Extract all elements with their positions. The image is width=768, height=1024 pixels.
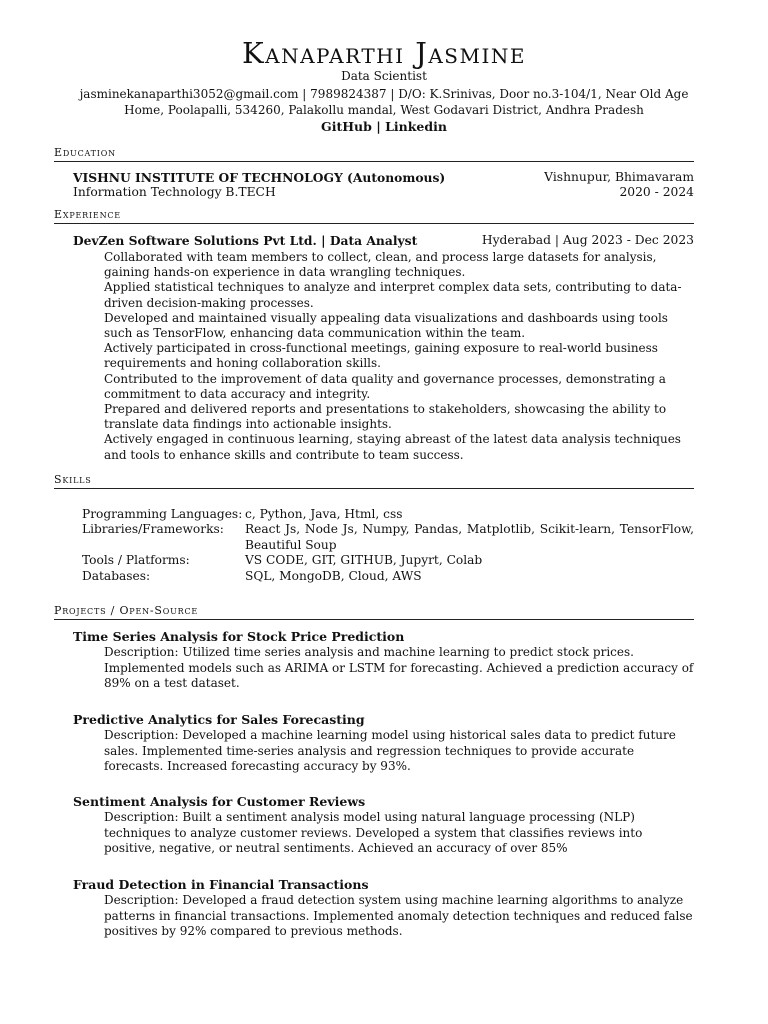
contact-info: jasminekanaparthi3052@gmail.com | 7989824387 | D/O: K.Srinivas, Door no.3-104/1, Near Old Age Home, Poolapalli, 534260, Palakollu mandal, West Godavari District, Andhra Pradesh	[79, 87, 689, 117]
project-title: Fraud Detection in Financial Transactions	[73, 877, 369, 892]
job-title: Data Scientist	[341, 69, 427, 83]
project-description: Description: Developed a fraud detection system using machine learning algorithms to analyze patterns in financial transactions. Implemented anomaly detection techniques and reduced false positives by 92% compared to previous methods.	[104, 893, 693, 938]
project-description: Description: Built a sentiment analysis model using natural language processing (NLP) techniques to analyze customer reviews. Developed a system that classifies reviews into positive, negative, or neutral sentiments. Achieved an accuracy of over 85%	[104, 810, 643, 855]
list-item: Collaborated with team members to collect, clean, and process large datasets for analysis, gaining hands-on experience in data wrangling techniques.	[104, 250, 657, 280]
linkedin-link[interactable]: Linkedin	[385, 119, 447, 134]
list-item: Applied statistical techniques to analyze and interpret complex data sets, contributing to data-driven decision-making processes.	[104, 280, 682, 310]
project-title: Time Series Analysis for Stock Price Prediction	[73, 629, 405, 644]
section-divider	[54, 161, 694, 162]
section-education	[54, 145, 694, 160]
skill-row	[82, 553, 694, 568]
education-years: 2020 - 2024	[619, 185, 694, 199]
school-name: VISHNU INSTITUTE OF TECHNOLOGY (Autonomous)	[73, 170, 446, 185]
list-item: Actively participated in cross-functional meetings, gaining exposure to real-world business requirements and honing collaboration skills.	[104, 341, 658, 371]
candidate-name: Kanaparthi Jasmine	[242, 36, 526, 70]
project-title: Sentiment Analysis for Customer Reviews	[73, 794, 366, 809]
link-separator: |	[376, 119, 381, 134]
list-item: Contributed to the improvement of data quality and governance processes, demonstrating a commitment to data accuracy and integrity.	[104, 371, 666, 401]
project-title: Predictive Analytics for Sales Forecasting	[73, 712, 365, 727]
section-title: Projects / Open-Source	[54, 604, 199, 617]
experience-location-dates: Hyderabad | Aug 2023 - Dec 2023	[481, 233, 694, 247]
skill-value: React Js, Node Js, Numpy, Pandas, Matplotlib, Scikit-learn, TensorFlow, Beautiful Soup	[245, 522, 694, 552]
skill-row	[82, 507, 694, 522]
skill-label: Databases:	[82, 568, 151, 583]
list-item: Actively engaged in continuous learning, staying abreast of the latest data analysis techniques and tools to enhance skills and contribute to team success.	[104, 432, 681, 462]
section-divider	[54, 488, 694, 489]
section-skills	[54, 472, 694, 487]
skill-label: Programming Languages:	[82, 507, 243, 521]
skill-value: VS CODE, GIT, GITHUB, Jupyrt, Colab	[245, 553, 483, 568]
github-link[interactable]: GitHub	[321, 119, 372, 134]
section-projects	[54, 603, 694, 618]
degree: Information Technology B.TECH	[73, 185, 276, 199]
list-item: Developed and maintained visually appealing data visualizations and dashboards using tools such as TensorFlow, enhancing data communication within the team.	[104, 310, 668, 341]
profile-links	[0, 119, 768, 134]
skill-row	[82, 522, 694, 553]
experience-bullets	[104, 250, 696, 463]
section-experience	[54, 207, 694, 222]
company-role: DevZen Software Solutions Pvt Ltd. | Data Analyst	[73, 233, 418, 248]
section-title: Skills	[54, 473, 92, 486]
skill-label: Tools / Platforms:	[82, 553, 190, 568]
skill-row	[82, 569, 694, 584]
skills-table	[82, 507, 694, 584]
skill-label: Libraries/Frameworks:	[82, 522, 224, 537]
section-title: Education	[54, 146, 116, 159]
list-item: Prepared and delivered reports and presentations to stakeholders, showcasing the ability to translate data findings into actionable insights.	[104, 402, 667, 432]
section-divider	[54, 223, 694, 224]
skill-value: SQL, MongoDB, Cloud, AWS	[245, 568, 422, 583]
section-divider	[54, 619, 694, 620]
skill-value: c, Python, Java, Html, css	[245, 507, 403, 521]
school-location: Vishnupur, Bhimavaram	[544, 170, 694, 184]
project-description: Description: Developed a machine learning model using historical sales data to predict future sales. Implemented time-series analysis and regression techniques to provide accurate forecasts. Increased forecasting accuracy by 93%.	[104, 728, 676, 773]
project-description: Description: Utilized time series analysis and machine learning to predict stock prices. Implemented models such as ARIMA or LSTM for forecasting. Achieved a prediction accuracy of 89% on a test dataset.	[104, 645, 694, 690]
section-title: Experience	[54, 208, 121, 221]
